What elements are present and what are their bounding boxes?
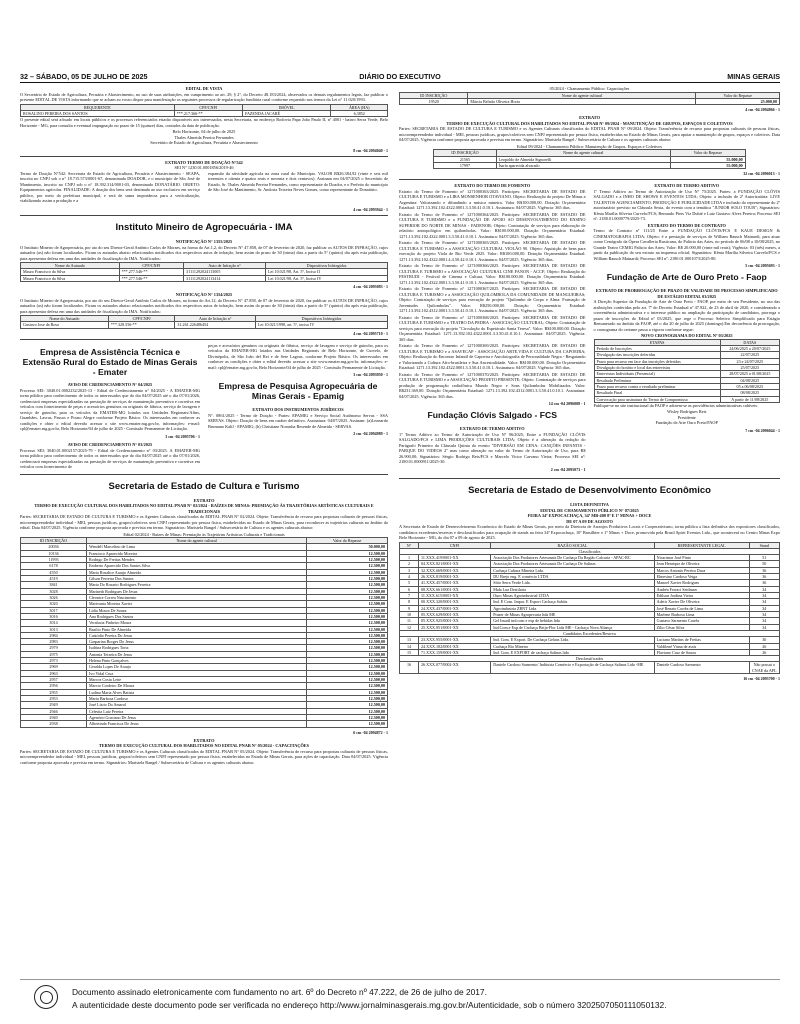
table-row: Mauro Francisco da Silva ***.277.546-** 31111292024113414 Lei 10.021/98, Art. 5°, Inciso IV — [21, 275, 388, 281]
paragraph: O Instituto Mineiro de Agropecuária, por ato do seu Diretor-Geral Antônio Carlos de Moraes, na forma do Art.12, do Decreto N° 47.858, de 07 de fevereiro de 2020, faz publicar os AUTOS DE INFRAÇÃO, cujos autuados (as) não foram localizados. Ficam os autuados abaixo relacionados notificados dos respectivos autos de infração, bem assim do prazo de 30 (trinta) dias a partir do 5° (quinto) dia após esta publicação, para apresentar defesa em uma das unidades de fiscalização do IMA. Notificados: — [20, 297, 388, 314]
state-name: MINAS GERAIS — [727, 72, 780, 81]
section-title: LISTA DEFINITIVA — [570, 502, 609, 508]
paragraph: A Direção Superior da Fundação de Arte de Ouro Preto - FAOP, por meio de seu Presidente, no uso das atribuições conferidas pelo art. 7º do Decreto Estadual nº 47.922, de 23 de abril de 2020, e considerando a conveniência administrativa e o interesse público no ampliação da participação de candidatos, prorroga o prazo de inscrições do Edital nº 03/2025, que rege o Processo Seletivo Simplificado para Estágio Remunerado no âmbito da FAOP, até o dia 20 de julho de 2025 (domingo).Em decorrência da prorrogação, o cronograma do certame passa a vigorar conforme segue: — [593, 299, 780, 332]
page-footer — [20, 979, 780, 1011]
table-row: Prazo para recurso contra o resultado preliminar 05 a 06/08/2025 — [594, 383, 780, 389]
section-title: EXTRATO DE PRORROGAÇÃO DE PRAZO DE VALIDADE DE PROCESSO SIMPLIFICADO DE ESTÁGIO EDITAL 03/2025 — [595, 288, 778, 299]
paragraph: Extrato do Termo de Fomento n° 1271000365/2025. Participes: SECRETARIA DE ESTADO DE CULTURA E TURISMO e a ASSOCIAÇÃO CULTURAL VIOLÃO 90. Objeto: Aquisição de bens para execução do projeto Viola de Rio Verde 2025. Valor: R$100.000,00. Dotação Orçamentária Estadual: 1271.13.392.102.4322.0001.4.4.50.42.0.10.1. Assinatura: 04/07/2025. Vigência: 365 dias. — [399, 240, 586, 262]
ima-table-1 — [20, 262, 388, 282]
table-row: 21565 Leopoldo de Almeida Signorelli 55.000,00 — [434, 156, 745, 162]
cronograma-table — [594, 339, 781, 403]
paragraph: Extrato do Termo de Fomento n° 1271000367/2025. Participes: SECRETARIA DE ESTADO DE CULTURA E TURISMO e a ASSOCIAÇÃO QUILOMBOLA DA COMUNIDADE DE MANGUEIRAS; Objeto: Contratação de serviços para execução do projeto "Quilombo de Corpo e Alma: Formação de Juventudes Quilombolas". Valor: R$250.000,00. Dotação Orçamentária Estadual: 1271.13.392.102.4312.0001.3.3.50.41.0.10.1. Assinatura: 04/07/2025. Vigência: 365 dias. — [399, 286, 586, 314]
table-header-row: REQUERENTE CPF/CNPJ IMÓVEL ÁREA (HA) — [21, 104, 388, 110]
page-date: SÁBADO, 05 DE JULHO DE 2025 — [36, 72, 148, 81]
paragraph: O Instituto Mineiro de Agropecuária, por ato do seu Diretor-Geral Antônio Carlos de Moraes, na forma do Art.1,2, do Decreto N° 47.858, de 07 de fevereiro de 2020, faz publicar os AUTOS DE INFRAÇÃO, cujos autuados (as) não foram localizados. Ficam os autuados abaixo relacionados notificados dos respectivos autos de infração, bem assim do prazo de 30 (trinta) dias a partir do 5° (quinto) dia após esta publicação, para apresentar defesa em uma das unidades de fiscalização do IMA. Notificados: — [20, 244, 388, 261]
expositores-table — [399, 542, 780, 675]
section-subtitle: DE 07 A 09 DE AGOSTO — [566, 518, 613, 524]
paragraph: Extrato do Termo de Fomento n° 1271000364/2025. Participes: SECRETARIA DE ESTADO DE CULTURA E TURISMO e a FUNDAÇÃO DE APOIO AO DESENVOLVIMENTO DO ENSINO SUPERIOR DO NORTE DE MINAS - FADENOR; Objeto: Contratação de serviços para elaboração de relatório antropológico em quilombolas. Valor: R$100.000,00. Dotação Orçamentária Estadual: 1271.13.392.102.4322.0001.3.3.50.41.0.10.1. Assinatura: 04/07/2025. Vigência: 365 dias. — [399, 211, 586, 239]
table-row: 2963 Ivo Vidal Cruz 12.500,00 — [21, 670, 388, 676]
table-row: 2983 Gasparina Borges Do Jesus 12.500,00 — [21, 639, 388, 645]
table-caption: NOVO CRONOGRAMA DO EDITAL Nº 03/2025 — [640, 333, 733, 339]
section-title: EXTRATO DO TERMO DE FOMENTO — [454, 183, 531, 189]
paragraph: Termo de Doação N°542: Secretaria de Estado de Agricultura, Pecuária e Abastecimento - SEAPA, inscrita no CNPJ sob o n° 18.715.573/0001-67, denominada DOADOR, e o município de São José de Mantimento, inscrito no CNPJ sob o n° 18.392.314/0001-03, denominado DONATÁRIO. OBJETO: Equipamentos agrícolas. FINALIDADE: A doação dos bens será destinada ao uso exclusivo em serviço público, por meio da prefeitura municipal, e será de suma importância para a verticalização, viabilizando assim a produção e a — [20, 170, 200, 204]
signature-date: Belo Horizonte, 04 de julho de 2025 — [172, 129, 236, 135]
table-row: 11 05.XXX.925/0001-XX Gel Insaúl ind.com e exp de bebidas ltda Gustavo Sarmento Corrêa 34 — [400, 618, 780, 624]
table-row: 2938 Albertinda Francisca De Jesus 12.500,00 — [21, 721, 388, 727]
table-row: Resultado Preliminar 04/08/2025 — [594, 377, 780, 383]
signer-name: Wisley Rodrigues Reis — [667, 409, 707, 415]
table-row: 3841 Maria Do Rosario Rodrigues Ferreira 12.500,00 — [21, 582, 388, 588]
table-row: 2955 Ludina Maria Alves Batista 12.500,00 — [21, 689, 388, 695]
footer-signature-note: Documento assinado eletronicamente com fundamento no art. 6º do Decreto nº 47.222, de 26 de julho de 2017. — [72, 987, 487, 997]
section-subtitle: FEIRA 34ª EXPOCACHAÇA, 34ª MB-400 8ª E 1ª MINAS + DOCE — [527, 513, 652, 519]
table-header-row: ID INSCRIÇÃO Nome do agente cultural Valor do Repasse — [400, 92, 780, 98]
section-title: EXTRATO — [193, 737, 215, 743]
table-row: 3014 Veralucia Pinheiro Moura 12.500,00 — [21, 620, 388, 626]
publication-code: 2 cm -04 2095073 - 1 — [550, 466, 586, 472]
table-row: 2 04.XXX.821/0001-XX Associação Dos Produtores Artesanais De Cachaça De Salinas Jean Henrique de Oliveira 50 — [400, 561, 780, 567]
table-row: 5 41.XXX.457/0001-XX Sítio Serra Verde Ltda. Manoel Xavier Rodrigues 36 — [400, 580, 780, 586]
manutencao-table — [433, 149, 745, 169]
table-header-row: Nome do Autuado CPF/CNPJ Auto de Infração n° Dispositivos Infringidos — [21, 316, 388, 322]
table-row: 3013 Basilio Pinto De Almeida 12.500,00 — [21, 626, 388, 632]
table-row: 10 05.XXX.629/0001-XX Prazer de Minas Agropecuria ltda ME Marlene Barbosa Lima 34 — [400, 611, 780, 617]
publication-code: 6 cm -04 2094872 - 1 — [353, 729, 388, 735]
section-title: NOTIFICAÇÃO N° 1355/2025 — [175, 239, 233, 244]
table-header-row: ETAPAS DATAS — [594, 339, 780, 345]
table-row: Divulgação do horário e local das entrevistas 25/07/2025 — [594, 365, 780, 371]
paragraph: peças e acessórios genuínos ou originais de fábrica, serviço de lavagem e serviço de guincho, para os veículos da EMATER-MG lotados nas Unidades Regionais de Belo Horizonte, de Curvelo, de Divinópolis, de São João del Rei e de Sete Lagoas, conforme Projeto Básico. Os interessados em conhecer as condições e obter o edital deverão acessar o site www.emater.mg.gov.br, informações: e-mail: cpl@emater.mg.gov.br, Belo Horizonte/04 de julho de 2025 - Comissão Permanente de Licitação. — [208, 342, 388, 370]
publication-code: 5 cm -04 2095693 - 1 — [745, 263, 780, 269]
divider — [20, 156, 388, 157]
table-row: 3026 Cleonice Correa Nascimento 12.500,00 — [21, 594, 388, 600]
section-subtitle: EDITAL DE CHAMAMENTO PÚBLICO N° 07/2025 — [540, 507, 639, 513]
table-group-row: Desclassificados — [400, 656, 780, 662]
table-row: 2975 Antonia Teixeira De Jesus 12.500,00 — [21, 651, 388, 657]
paragraph: expansão da atividade agrícola na zona rural do Município. VALOR R$26.384,92 (vinte e seis mil trezentos e oitenta e quatro reais e noventa e dois centavos). Assinam em 04/07/2025 o Secretário de Estado, Sr. Thales Almeida Pereira Fernandes, como representante do Doador, e o Prefeito do município de São José do Mantimento, Sr. Andoria Teixeira Neves Gomes, como representante do Donatário. — [208, 170, 388, 193]
signer-role: Secretário de Estado de Agricultura, Pecuária e Abastecimento — [150, 140, 258, 146]
section-subtitle: TERMO DE EXECUÇÃO CULTURAL DOS HABILITADOS NO EDITAL PNAB N° 02/2024 - RAÍZES DE MINAS: PREMIAÇÃO ÀS TRAJETÓRIAS ARTÍSTICAS CULTURAIS E TRADICIONAIS — [34, 503, 374, 514]
paragraph: Partes: SECRETARIA DE ESTADO DE CULTURA E TURISMO e os Agentes Culturais classificados do EDITAL PNAB N° 05/2024. Objeto: Transferência de recurso para propostas culturais de pessoas físicas, microempreendedor individual - MEI, pessoas jurídicas, grupos/coletivos sem CNPJ representado por pessoa física, estabelecidas no Estado de Minas Gerais, para ações de capacitação. Data 04/07/2025. Vigência conforme proposta aprovada e prevista em termo. Signatários: Maristela Rangel / Subsecretária de Cultura e os agentes culturais abaixo: — [20, 748, 388, 765]
table-row: 12 25.XXX.951/0001-XX Ind.Com.e Exp.de Cachaça Beija-Flor Ltda ME - Cachaça Nova Aliança Zílio César Silva 34 — [400, 624, 780, 630]
ima-table-2 — [20, 315, 388, 329]
section-title: EXTRATO DE TERMO ADITIVO — [654, 183, 720, 189]
section-title: EXTRATO TERMO DE DOAÇÃO N°542 — [165, 159, 243, 165]
table-row: 3028 Marineth Rodrigues De Jesus 12.500,00 — [21, 588, 388, 594]
table-row: 6178 Emberto Aparecido Dos Santos Silva 12.500,00 — [21, 563, 388, 569]
publication-code: 4 cm -04 2095710 - 1 — [353, 330, 388, 336]
section-title: EXTRATO DOS INSTRUMENTOS JURÍDICOS — [252, 407, 344, 413]
paragraph: Processo SEI: 3040.01.0002157/2025-79 - Edital de Credenciamento n° 03/2025. A EMATER-MG torna público para conhecimento de todos os interessados que do dia 04/07/2025 até o dia 07/01/2026, credenciará empresas especializadas na prestação de serviços de manutenção preventiva e corretiva em veículos com fornecimento de — [20, 447, 200, 470]
page-number: 32 — [20, 72, 28, 81]
section-title: AVISO DE CREDENCIAMENTO N° 04/2025 — [67, 382, 153, 388]
section-title: NOTIFICAÇÃO N° 1354/2025 — [175, 292, 233, 298]
capacitacoes-table — [399, 92, 780, 106]
signer-institution: Fundação de Arte Ouro Preto/FAOP — [655, 420, 718, 426]
table-row: 2969 Geralda Lopes De Araujo 12.500,00 — [21, 664, 388, 670]
paragraph: 1º Termo Aditivo ao Termo de Autorização de Uso Nº 96/2025; Entre a FUNDAÇÃO CLÓVIS SALGADO/FCS e LIMA PRODUÇÕES CULTURAIS LTDA; Objeto é a alteração da redação do Parágrafo Primeiro da Cláusula Quinta do evento "DIVERSÃO EM CENA: CANÇÕES INFANTIS - PARQUE DO VIDEOS 2" mas como alteração no valor do Termo de Autorização de Uso, para R$ 26.900,00; Signatários: Sérgio Rodrigo Reis/FCS e Marcelo Victor Carvano Vieira; Processo SEI nº: 2180.01.0000911/2025-30. — [399, 431, 586, 465]
table-row: Gustavo Jose da Rosa ***.328.556-** 31.261.226486454 Lei 10.021/1998, art. 5°, inciso IV — [21, 322, 388, 328]
table-row: Prazo para recurso em face das inscrições deferidas 23 e 24/07/2025 — [594, 358, 780, 364]
publication-code: 2 cm -04 2094989 - 1 — [353, 431, 388, 437]
publication-code: 8 cm -04 2094040 - 1 — [353, 147, 388, 153]
table-row: 4519 Gilson Ferreira Dos Santos 12.500,00 — [21, 576, 388, 582]
paragraph: Extrato do Termo de Fomento n° 1271000370/2025. Participes: SECRETARIA DE ESTADO DE CULTURA E TURISMO e a ASSOCIAÇÃO PROJETO PRESENTE; Objeto: Contratação de serviços para produção de programação radiofônica Mundo Negro e Sons Quilombolas Mobilizados. Valor: R$231.369,00. Dotação Orçamentária Estadual: 1271.13.392.102.4312.0001.3.3.50.41.0.10.1. Assinatura: 04/07/2025. Vigência: 365 dias. — [399, 371, 586, 399]
paragraph: Publique-se no site institucional da FAOP e adotem-se as providências administrativas cabíveis. — [593, 402, 759, 408]
table-row: 2949 José Lúcio Do Amaral 12.500,00 — [21, 702, 388, 708]
organization-heading: Fundação de Arte de Ouro Preto - Faop — [606, 272, 767, 283]
organization-heading: Secretaria de Estado de Cultura e Turismo — [108, 480, 300, 492]
table-row: 4 26.XXX.819/0001-XX DU Brejo eng. E comércio LTDA Elmesino Cardoso Veiga 36 — [400, 574, 780, 580]
divider — [20, 215, 388, 216]
organization-heading: Secretaria de Estado de Desenvolvimento Econômico — [468, 484, 711, 496]
publication-code: 3 cm -04 2093950 - 1 — [353, 372, 388, 378]
section-title: EXTRATO DO TERMO DE CONTRATO — [647, 222, 726, 228]
table-row: 2973 Helena Pinto Gonçalves 12.500,00 — [21, 658, 388, 664]
table-row: 9 24.XXX.437/0001-XX Agroindustria ZRNT Ltda. José Renato Corrêa de Lima 34 — [400, 605, 780, 611]
table-row: Resultado Final 08/08/2025 — [594, 390, 780, 396]
section-title: EXTRATO — [193, 497, 215, 503]
table-row: Divulgação das inscrições deferidas 22/07/2025 — [594, 352, 780, 358]
table-row: 10136 Francisco Aparecido Moreira 12.500,00 — [21, 550, 388, 556]
paragraph: O Secretário de Estado de Agricultura, Pecuária e Abastecimento, no uso de suas atribuições, em cumprimento ao art. 29, § 2°, do Decreto 48.183/2024, observados os demais regulamentos legais, faz publicar o presente EDITAL DE VISTA informando que se acham ao vosso dispor para manifestação os seguintes processos de regularização fundiária rural conforme requerido nos termos da Lei n° 11.020/1993. — [20, 91, 388, 102]
publication-code: 14 cm -04 2096008 - 1 — [548, 401, 586, 407]
table-row: 4550 Maria Rosalice Araujo Almeida 12.500,00 — [21, 569, 388, 575]
table-row: 14 24.XXX.182/0001-XX Cachaça Rio Mineiro Valdilené Viana de assis 26 — [400, 643, 780, 649]
table-row: 3 32.XXX.669/0001-XX Cachaça Cultura Mineira Ltda. Marcos Antonio Pereira Duca 36 — [400, 567, 780, 573]
organization-heading: Empresa de Assistência Técnica e Extensão Rural do Estado de Minas Gerais - Emater — [22, 346, 198, 377]
table-row: 7 11.XXX.615/0001-XX Ouro Minas Agroindustrial LTDA Edilson Jordina Vieira 34 — [400, 593, 780, 599]
publication-code: 4 cm -04 2095083 - 1 — [353, 283, 388, 289]
table-row: 17997 Ísaría aparecida alvarado 55.000,00 — [434, 162, 745, 168]
divider — [399, 478, 780, 479]
table-header-row: Nome do Autuado CPF/CNPJ Auto de Infração n° Dispositivos Infringidos — [21, 263, 388, 269]
section-subtitle: TERMO DE EXECUÇÃO CULTURAL DOS HABILITADOS NO EDITAL PNAB N° 09/2024 - MANUTENÇÃO DE GRUPOS, ESPAÇOS E COLETIVOS — [446, 120, 733, 126]
table-row: Mauro Francisco da Silva ***.277.546-** 31111292024113005 Lei 10.021/98, Art. 5°, Inciso II — [21, 269, 388, 275]
table-row: 6 08.XXX.661/0001-XX Mala Lua Destilaria Andréa Ferraci Seidman 34 — [400, 586, 780, 592]
section-title: EDITAL DE VISTA — [185, 86, 223, 91]
section-title: AVISO DE CREDENCIAMENTO N° 03/2025 — [67, 442, 153, 448]
signer-name: Thales Almeida Pereira Fernandes — [174, 134, 234, 140]
table-group-row: Classificados — [400, 548, 780, 554]
page-header: 32 – SÁBADO, 05 DE JULHO DE 2025 DIÁRIO DO EXECUTIVO MINAS GERAIS — [20, 72, 780, 81]
paragraph: N°. 0861/2025 - Termo de Doação - Partes: EPAMIG e Serviço Social Autônomo Servas - SSA SERVAS. Objeto: Doação de bens em caráter definitivo. Assinatura: 04/07/2025. Assinam: (a)Leonardo Brumano Kalil - EPAMIG; (b) Christiane Noronha Resende de Almeida - SERVAS. — [208, 412, 388, 429]
organization-heading: Fundação Clóvis Salgado - FCS — [427, 410, 557, 421]
section-title: EXTRATO DE TERMO ADITIVO — [459, 426, 525, 432]
paragraph: Partes: SECRETARIA DE ESTADO DE CULTURA E TURISMO e os Agentes Culturais classificados do EDITAL PNAB N° 02/2024. Objeto: Transferência de recurso para propostas culturais de pessoas físicas, microempreendedor individual - MEI, pessoas jurídicas, grupos/coletivos sem CNPJ representado por pessoa física, estabelecidas no Estado de Minas Gerais, para reconhecer as trajetórias culturais no âmbito do edital. Data 04/07/2025. Vigência conforme proposta aprovada e prevista em termo. Signatários: Maristela Rangel / Subsecretária de Cultura e os agentes culturais abaixo: — [20, 514, 388, 531]
table-row: 2979 Isaltina Rodrigues Torta 12.500,00 — [21, 645, 388, 651]
organization-heading: Empresa de Pesquisa Agropecuária de Minas Gerais - Epamig — [218, 381, 378, 402]
paragraph: A Secretaria de Estado de Desenvolvimento Econômico do Estado de Minas Gerais, por meio da Diretoria de Arranjos Produtivos Locais e Cooperativismo, torna pública a lista definitiva dos expositores classificados, candidatos excedentes/reservas e desclassificados para ocupação de stands na feira 34ª Expocachaça, 10º Brasilbier e 1º Minas + Doce, promovida pela Brasil Spirit Eventos Ltda., que acontecerá no Centro Minas Expo Belo Horizonte - MG, do dia 07 a 09 de agosto de 2025. — [399, 524, 780, 541]
table-row: 8 00.XXX.320/0001-XX Ind. E Com. Impor. E Export Cachaça Sabiás Adeiir Xavier De Oliveira 34 — [400, 599, 780, 605]
paragraph: 1º Termo Aditivo ao Termo de Autorização de Uso N° 75/2025. Partes: a FUNDAÇÃO CLÓVIS SALGADO e a INHO DE SHOWS E EVENTOS LTDA; Objeto: a inclusão de 2ª Autorizatária: LIVE TALENTOS AGENCIAMENTO, PRODUÇÃO E PUBLICIDADE LTDA e inclusão do representante do 2º autorizatário previsto na Cláusula Sexta, do evento com a temática "JUNIOR SOLO TOUR"; Signatários: Kênia Marília Silveira Curvelo/FCS; Bernardo Piers Viz Dubié e Luiz Gustavo Alves Pereira; Processo SEI nº: 2180.01.0000779/2025-73. — [593, 188, 780, 222]
organization-heading: Instituto Mineiro de Agropecuária - IMA — [115, 221, 293, 233]
paragraph: Extrato do Termo de Fomento n° 1271000363/2025. Participes: SECRETARIA DE ESTADO DE CULTURA E TURISMO e a LIRA MONSENHOR OTAVIANO. Objeto: Realização do projeto De Minas a Argentina: Valorizando e difundindo a música mineira. Valor R$100.000,00. Dotação Orçamentária Estadual: 1271.13.392.102.4322.0001.3.3.50.41.0.10.1. Assinatura: 04/07/2025. Vigência: 365 dias. — [399, 188, 586, 211]
paragraph: Partes: SECRETARIA DE ESTADO DE CULTURA E TURISMO e os Agentes Culturais classificados do EDITAL PNAB N° 09/2024. Objeto: Transferência de recurso para propostas culturais de pessoas físicas, microempreendedor individual - MEI, pessoas jurídicas, grupos/coletivos sem CNPJ representado por pessoa física, estabelecidas no Estado de Minas Gerais, para apoiar a manutenção de grupos, espaços e coletivos. Data 04/07/2025. Vigência conforme proposta aprovada e prevista em termo. Signatários: Maristela Rangel / Subsecretária de Cultura e os agentes culturais abaixo: — [399, 126, 780, 143]
table-group-row: Candidatos Excedentes/Reserva — [400, 630, 780, 636]
table-row: 19520 Márcia Beltrão Oliveira Horta 25.000,00 — [400, 98, 780, 104]
left-column — [20, 86, 388, 766]
table-caption: Edital 02/2024 - Raízes de Minas: Premiação às Trajetórias Artísticas Culturais e Tradicionais — [123, 531, 285, 537]
table-row: ROSALINO PEREIRA DOS SANTOS ***.217.366-** FAZENDA JACARÉ 6,3852 — [21, 110, 388, 116]
table-row: 16 26.XXX.077/0002-XX Daniele Cardoso Sarmento/ Indústria Comércio e Exportação de Cachaça Salinas Ltda -ME Daniele Cardoso Sarmento Não possui o CNAE da APL — [400, 662, 780, 674]
table-row: 3017 Lidia Moura De Souza 12.500,00 — [21, 607, 388, 613]
publication-title: DIÁRIO DO EXECUTIVO — [359, 72, 441, 81]
vista-table — [20, 104, 388, 118]
table-row: 20036 Wendell Marcelino de Lima 50.000,00 — [21, 544, 388, 550]
divider — [20, 339, 388, 340]
table-row: 3016 Ana Rodrigues Dos Santos 12.500,00 — [21, 613, 388, 619]
paragraph: Extrato do Termo de Fomento n° 1271000368/2025. Participes: SECRETARIA DE ESTADO DE CULTURA E TURISMO e o TEATRO DA PEDRA - ASSOCIAÇÃO CULTURAL; Objeto: Contratação de serviços para execução do projeto "Circulação do Espetáculo Santa Teresa". Valor: R$100.000,00. Dotação Orçamentária Estadual: 1271.13.392.102.4322.0001.3.3.50.41.0.10.1. Assinatura: 04/07/2025. Vigência: 365 dias. — [399, 314, 586, 342]
table-row: Período de Inscrições 24/06/2025 a 20/07/2025 — [594, 346, 780, 352]
signer-role: Presidente — [677, 414, 696, 420]
table-row: 2953 Maria Barbosa Cardoso 12.500,00 — [21, 695, 388, 701]
cultura-table — [20, 537, 388, 727]
table-row: 13 23.XXX.955/0001-XX Ind. Com. E Export. De Cachaça Gelaus Ltda. Luciano Martins de Freitas 30 — [400, 637, 780, 643]
publication-code: 3 cm -04 2095706 - 1 — [165, 433, 200, 439]
table-row: 15 71.XXX.159/0001-XX Ind. Com. E EXPORT de cachaça Salinas ltda Flaviano Cruz de Souza 26 — [400, 649, 780, 655]
publication-code: 7 cm -04 2096044 - 1 — [745, 427, 780, 433]
table-caption: Edital 09/2024 - Chamamento Público: Manutenção de Grupos, Espaços e Coletivos — [516, 143, 663, 149]
table-row: 2940 Agenório Graciano De Jesus 12.500,00 — [21, 714, 388, 720]
table-row: 3020 Marivania Moreira Xavier 12.500,00 — [21, 601, 388, 607]
footer-authenticity-note: A autenticidade deste documento pode ser verificada no endereço http://www.jornalminasgerais.mg.gov.br/Autenticidade, sob o número 3202507050111050132. — [72, 999, 667, 1010]
certification-seal-icon — [34, 985, 58, 1009]
paragraph: Extrato do Termo de Fomento n° 1271000369/2025. Participes: SECRETARIA DE ESTADO DE CULTURA E TURISMO e a ASAVECAP - ASSOCIAÇÃO ARTE,VIDA E CULTURA DA CAPOEIRA; Objeto: Realização do Encontro Infantil de Capoeira e Autofotografia de Personalidade Negra - Resgatando e Valorizando a Cultura Afro-brasileira e Sua Ancestralidade. Valor: R$100.000,00. Dotação Orçamentária Estadual: 1271.13.392.102.4322.0001.3.3.50.41.0.10.1. Assinatura: 04/07/2025. Vigência: 365 dias. — [399, 343, 586, 371]
process-number: SEI N° 1230.01.0001856/2019-46 — [174, 165, 234, 171]
paragraph: Processo SEI: 3040.01.0002232/2025-13 - Edital de Credenciamento n° 04/2025 - A EMATER-MG torna público para conhecimento de todos os interessados que do dia 04/07/2025 até o dia 07/01/2026, credenciará empresas especializadas na prestação de serviços de manutenção preventiva e corretiva em veículos com fornecimento de peças e acessórios genuínos ou originais de fábrica, serviço de lavagem e serviço de guincho, para os veículos da EMATER-MG lotados nos Unidades Regionais/Afins, Guanhães, Lavras, Passos e Pouso Alegre conforme Projeto Básico. Os interessados em conhecer as condições e obter o edital deverão acessar o site www.emater.mg.gov.br, informações: e-mail: cpl@emater.mg.gov.br, Belo Horizonte/04 de julho de 2025 - Comissão Permanente de Licitação. — [20, 387, 200, 432]
table-row: 2957 Marcos Costa Leite 12.500,00 — [21, 677, 388, 683]
table-header-row: N° CNPJ RAZÃO SOCIAL REPRESENTANTE LEGAL Stand — [400, 542, 780, 548]
paragraph: O presente edital será afixado em locais públicos e os processos referenciados estarão disponíveis aos interessados, nesta Secretaria, no endereço Rodovia Papa João Paulo II, nº 4001 - bairro Serra Verde, Belo Horizonte - MG, para consulta e eventual impugnação no prazo de 15 (quinze) dias, contados da data de publicação. — [20, 117, 388, 128]
paragraph: Termo de Contrato nº 111/25 Entre a FUNDAÇÃO CLÓVIS/FCS E KAUE DESIGN & CINEMATOGRAFIA LTDA; Objeto: é a prestação de serviços de William Rausch Mainardi, para atuar como Cenógrafo da Ópera Cavalleria Rusticana, do Palácio das Artes, no período de 06/08 a 10/08/2025, no Grande Teatro CEMIG Palácio das Artes; Valor: R$ 20.000,00 (vinte mil reais); Vigência: 03 (três) meses, a partir da publicação do seu extrato na imprensa oficial; Signatários: Kênia Marília Silveira Curvelo/FCS e William Rausch Mainardi; Processo SEI nº: 2180.01.0001073/2025-80. — [593, 228, 780, 261]
divider — [399, 179, 780, 180]
publication-code: 4 cm -04 2093944 - 1 — [353, 206, 388, 212]
section-subtitle: TERMO DE EXECUÇÃO CULTURAL DOS HABILITADOS NO EDITAL PNAB N° 05/2024 - CAPACITAÇÕES — [98, 743, 310, 749]
publication-code: 32 cm -04 2096013 - 1 — [743, 171, 780, 177]
divider — [20, 474, 388, 475]
table-header-row: ID INSCRIÇÃO Nome do agente cultural Valor do Repasse — [434, 150, 745, 156]
table-header-row: ID INSCRIÇÃO Nome do agente cultural Valor do Repasse — [21, 538, 388, 544]
publication-code: 16 cm -04 2095700 - 1 — [743, 676, 780, 682]
table-row: Entrevistas Individuais (Presencial) 28/07/2025 a 01/08/2025 — [594, 371, 780, 377]
publication-code: 4 cm -04 2094866 - 1 — [745, 107, 780, 113]
table-row: 2946 Celestia Luiz Pereira 12.500,00 — [21, 708, 388, 714]
right-column — [399, 86, 780, 684]
table-row: 2984 Custódio Pereira Do Jesus 12.500,00 — [21, 632, 388, 638]
section-title: EXTRATO — [579, 115, 600, 121]
table-caption: 05/2024 - Chamamento Público: Capacitações — [549, 86, 630, 91]
table-row: 1 11.XXX.419/0001-XX Associação Dos Produtores Artesanais De Cachaça Da Região Calcaria - APAC-RC Nicarimar José Pinto 51 — [400, 555, 780, 561]
table-row: Convocação para assinatura do Termo de Compromisso A partir de 11/08/2025 — [594, 396, 780, 402]
paragraph: Extrato do Termo de Fomento n° 1271000366/2025. Participes: SECRETARIA DE ESTADO DE CULTURA E TURISMO e a ASSOCIAÇÃO CULTURAL CINE FANON - ACCF; Objeto: Realização do FESTRUDI - Festival de Cinema e Cultura. Valor: R$100.000,00. Dotação Orçamentária Estadual: 1271.13.392.102.4322.0001.3.3.50.41.0.10.1. Assinatura: 04/07/2025. Vigência: 365 dias. — [399, 263, 586, 285]
table-row: 2956 Marcio Cordeiro De Moura 12.500,00 — [21, 683, 388, 689]
table-row: 11993 Rodrigo De Freitas Mendes 12.500,00 — [21, 557, 388, 563]
